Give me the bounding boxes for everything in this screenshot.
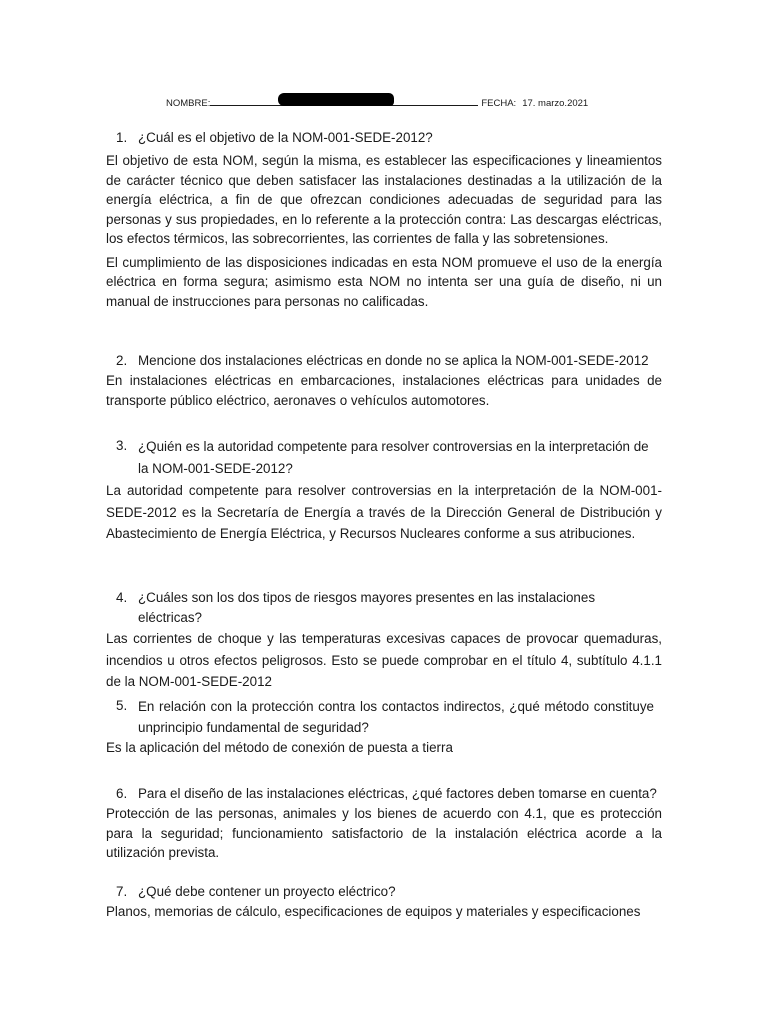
date-value: 17. marzo.2021 (522, 98, 589, 109)
question-block-6 (106, 784, 662, 863)
question-1 (106, 128, 662, 148)
question-block-2 (106, 351, 662, 410)
question-number: 7. (116, 884, 128, 899)
question-2 (106, 351, 662, 371)
question-6 (106, 784, 662, 804)
question-block-4 (106, 588, 662, 693)
question-4 (106, 588, 662, 628)
header-line (166, 96, 588, 109)
answer-paragraph: Es la aplicación del método de conexión de puesta a tierra (106, 740, 453, 755)
question-text: ¿Quién es la autoridad competente para resolver controversias en la interpretación de la NOM-001-SEDE-2012? (138, 439, 649, 476)
question-3 (106, 436, 662, 480)
question-text: Mencione dos instalaciones eléctricas en donde no se aplica la NOM-001-SEDE-2012 (138, 353, 649, 368)
question-number: 1. (116, 130, 128, 145)
answer-paragraph: En instalaciones eléctricas en embarcaciones, instalaciones eléctricas para unidades de transporte público eléctrico, aeronaves o vehículos automotores. (106, 373, 662, 408)
question-number: 2. (116, 353, 128, 368)
question-text: ¿Cuáles son los dos tipos de riesgos mayores presentes en las instalaciones eléctricas? (138, 590, 596, 625)
question-text: ¿Cuál es el objetivo de la NOM-001-SEDE-2012? (138, 130, 433, 145)
question-text: En relación con la protección contra los contactos indirectos, ¿qué método constituye unprincipio fundamental de seguridad? (138, 699, 654, 735)
question-number: 4. (116, 590, 128, 605)
date-label: FECHA: (481, 98, 517, 109)
name-label: NOMBRE: (166, 98, 211, 109)
redaction-mark (278, 93, 394, 106)
answer-paragraph: La autoridad competente para resolver controversias en la interpretación de la NOM-001-SEDE-2012 es la Secretaría de Energía a través de la Dirección General de Distribución y Abastecimiento de Energía Eléctrica, y Recursos Nucleares conforme a sus atribuciones. (106, 483, 662, 541)
question-5 (106, 696, 662, 738)
answer-paragraph: El cumplimiento de las disposiciones indicadas en esta NOM promueve el uso de la energía eléctrica en forma segura; asimismo esta NOM no intenta ser una guía de diseño, ni un manual de instrucciones para personas no calificadas. (106, 254, 662, 309)
question-block-3 (106, 436, 662, 545)
question-text: ¿Qué debe contener un proyecto eléctrico? (138, 884, 396, 899)
question-block-1 (106, 128, 662, 311)
question-block-7 (106, 882, 662, 922)
name-field (210, 96, 478, 106)
answer-paragraph: Protección de las personas, animales y los bienes de acuerdo con 4.1, que es protección para la seguridad; funcionamiento satisfactorio de la instalación eléctrica acorde a la utilización prevista. (106, 806, 662, 860)
question-number: 5. (116, 698, 128, 713)
answer-paragraph: Las corrientes de choque y las temperaturas excesivas capaces de provocar quemaduras, incendios u otros efectos peligrosos. Esto se puede comprobar en el título 4, subtítulo 4.1.1 de la NOM-001-SEDE-2012 (106, 631, 662, 689)
question-text: Para el diseño de las instalaciones eléctricas, ¿qué factores deben tomarse en cuenta? (138, 786, 657, 801)
question-number: 3. (116, 438, 128, 453)
question-number: 6. (116, 786, 128, 801)
answer-paragraph: Planos, memorias de cálculo, especificaciones de equipos y materiales y especificaciones (106, 904, 641, 919)
answer-paragraph: El objetivo de esta NOM, según la misma, es establecer las especificaciones y lineamientos de carácter técnico que deben satisfacer las instalaciones destinadas a la utilización de la energía eléctrica, a fin de que ofrezcan condiciones adecuadas de seguridad para las personas y sus propiedades, en lo referente a la protección contra: Las descargas eléctricas, los efectos térmicos, las sobrecorrientes, las corrientes de falla y las sobretensiones. (106, 153, 662, 246)
question-7 (106, 882, 662, 902)
question-block-5 (106, 696, 662, 758)
